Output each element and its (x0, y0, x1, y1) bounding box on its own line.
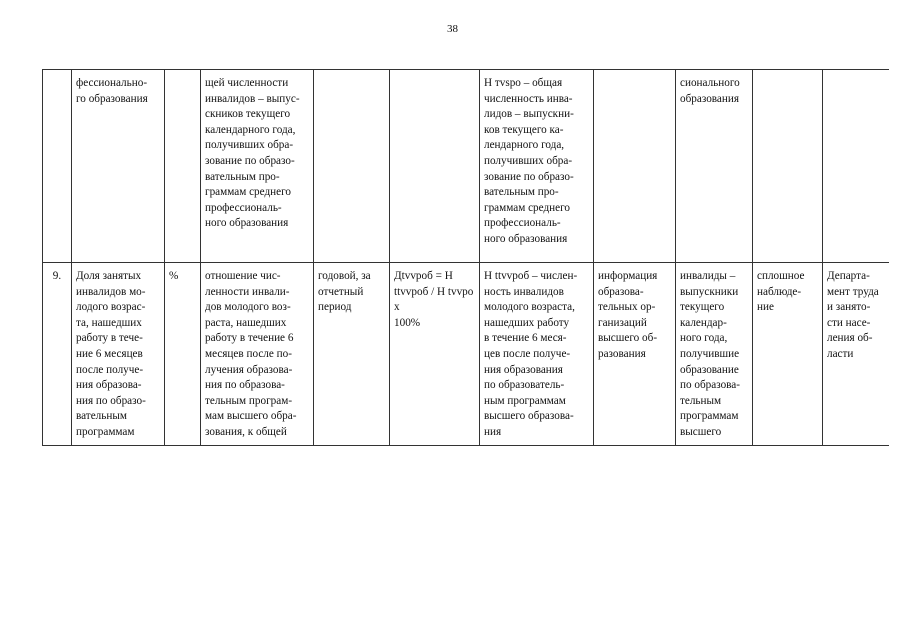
table-cell: отношение чис- ленности инвали- дов молодого воз- раста, нашедших работу в течение 6 месяцев после по- лучения образова- ния по образова- тельным програм- мам высшего обра- зования, к общей (201, 263, 314, 446)
table-cell (753, 70, 823, 263)
table-cell (390, 70, 480, 263)
page-number: 38 (447, 23, 458, 35)
table-row (43, 70, 889, 263)
table-cell: Н ttvvpоб – числен- ность инвалидов молодого возраста, нашедших работу в течение 6 меся- цев после получе- ния образования по образователь- ным программам высшего образова- ния (480, 263, 594, 446)
table-cell: фессионально- го образования (72, 70, 165, 263)
table-cell: Дtvvpоб = Н ttvvpоб / Н tvvpo x 100% (390, 263, 480, 446)
table-row (43, 263, 889, 446)
table-cell: годовой, за отчетный период (314, 263, 390, 446)
table-body (43, 70, 889, 446)
table-cell: 9. (43, 263, 72, 446)
table-cell: сионального образования (676, 70, 753, 263)
table-cell (165, 70, 201, 263)
table-cell (823, 70, 889, 263)
table-cell: щей численности инвалидов – выпус- скников текущего календарного года, получивших обра- зование по образо- вательным про- граммам среднего профессиональ- ного образования (201, 70, 314, 263)
table-cell (314, 70, 390, 263)
table-cell: Департа- мент труда и занято- сти насе- ления об- ласти (823, 263, 889, 446)
table-cell: Н тvspo – общая численность инва- лидов – выпускни- ков текущего ка- лендарного года, получивших обра- зование по образо- вательным про- граммам среднего профессиональ- ного образования (480, 70, 594, 263)
table-cell: Доля занятых инвалидов мо- лодого возрас- та, нашедших работу в тече- ние 6 месяцев после получе- ния образова- ния по образо- вательным программам (72, 263, 165, 446)
table-cell (594, 70, 676, 263)
indicator-table (42, 69, 889, 446)
table-cell: % (165, 263, 201, 446)
table-cell: информация образова- тельных ор- ганизаций высшего об- разования (594, 263, 676, 446)
table-cell (43, 70, 72, 263)
table-cell: инвалиды – выпускники текущего календар- ного года, получившие образование по образова- тельным программам высшего (676, 263, 753, 446)
table-cell: сплошное наблюде- ние (753, 263, 823, 446)
